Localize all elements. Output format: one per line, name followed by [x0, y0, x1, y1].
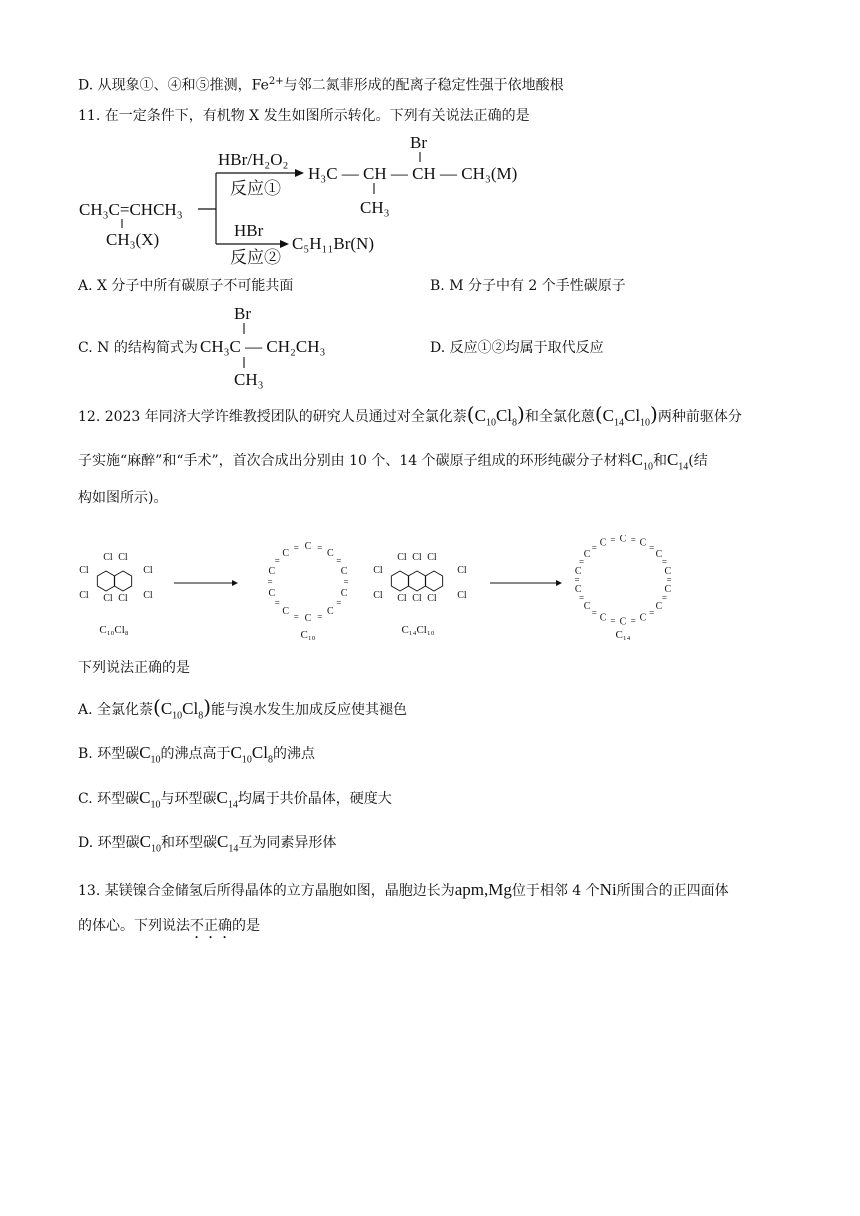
- double-bond: =: [274, 598, 280, 609]
- x-main-chain: CH₃C=CHCH₃: [79, 200, 183, 219]
- c-atom: C: [583, 549, 591, 561]
- q13-edge-length: apm,Mg: [454, 880, 512, 899]
- q11-option-c-structure: [198, 303, 348, 389]
- n-main-chain: CH₃C — CH₂CH₃: [200, 337, 326, 356]
- cl-atom: Cl: [118, 552, 128, 563]
- q10-option-d-text-2: 与邻二氮菲形成的配离子稳定性强于依地酸根: [283, 77, 564, 94]
- q12-option-c-label: C. 环型碳: [78, 791, 140, 807]
- q12-option-d-text-2: 互为同素异形体: [238, 835, 337, 851]
- q12-stem-and: 和: [652, 453, 667, 469]
- q11-option-a: A. X 分子中所有碳原子不可能共面: [78, 278, 294, 294]
- c-atom: C: [340, 588, 348, 600]
- formula-c10-d: $C_{10}$: [139, 832, 161, 855]
- reagent-2: HBr: [234, 221, 264, 240]
- double-bond: =: [630, 535, 636, 545]
- q13-stem-part-b: 位于相邻 4 个: [511, 883, 600, 899]
- cl-atom: Cl: [103, 593, 113, 604]
- q10-option-d-text: D. 从现象①、④和⑤推测，Fe: [78, 77, 269, 94]
- n-methyl: CH₃: [234, 370, 264, 389]
- q12-option-b-text-2: 的沸点: [272, 746, 315, 762]
- q13-stem-part-e: 的是: [232, 918, 260, 934]
- cl-atom: Cl: [457, 565, 467, 576]
- cl-atom: Cl: [427, 593, 437, 604]
- formula-c14-d: $C_{14}$: [216, 832, 239, 855]
- q13-stem-part-d: 的体心。下列说法: [78, 918, 190, 934]
- q12-option-a: A. 全氯化萘$(C_{10}Cl_8)$能与溴水发生加成反应使其褪色: [78, 695, 408, 722]
- c-atom: C: [655, 600, 663, 612]
- m-methyl: CH₃: [360, 198, 390, 217]
- double-bond: =: [574, 575, 580, 585]
- fe-charge: 2+: [268, 76, 284, 87]
- double-bond: =: [317, 542, 323, 553]
- cl-atom: Cl: [397, 552, 407, 563]
- formula-c14cl10: $C_{14}Cl_{10}$: [602, 406, 651, 429]
- q12-stem-line-3: 构如图所示)。: [78, 490, 168, 506]
- condition-1: 反应①: [230, 179, 281, 198]
- q12-option-b-label: B. 环型碳: [78, 746, 140, 762]
- double-bond: =: [336, 598, 342, 609]
- anthracene-ring-3: [425, 571, 442, 591]
- q11-option-b: B. M 分子中有 2 个手性碳原子: [430, 278, 626, 294]
- double-bond: =: [317, 611, 323, 622]
- double-bond: =: [661, 592, 667, 603]
- q13-stem-part-c: 所围合的正四面体: [616, 883, 729, 899]
- c-atom: C: [574, 565, 582, 577]
- c-atom: C: [664, 565, 672, 577]
- q11-option-d: D. 反应①②均属于取代反应: [430, 340, 604, 356]
- double-bond: =: [630, 615, 636, 626]
- cl-atom: Cl: [412, 593, 422, 604]
- arrow-2-head: [556, 580, 562, 586]
- q12-structure-figure: [70, 535, 690, 650]
- q12-stem-part-a: 12. 2023 年同济大学许维教授团队的研究人员通过对全氯化萘: [78, 409, 467, 425]
- m-main-chain: H₃C — CH — CH — CH₃(M): [308, 164, 518, 183]
- q12-option-d: [78, 832, 336, 859]
- double-bond: =: [293, 611, 299, 622]
- condition-2: 反应②: [230, 248, 281, 267]
- x-substituent: CH₃(X): [106, 230, 160, 249]
- c-atom: C: [282, 547, 290, 559]
- c-atom: C: [619, 616, 627, 628]
- double-bond: =: [293, 542, 299, 553]
- anthracene-ring-2: [408, 571, 425, 591]
- cl-atom: Cl: [427, 552, 437, 563]
- anthracene-ring-1: [391, 571, 408, 591]
- q12-stem-line-1: 12. 2023 年同济大学许维教授团队的研究人员通过对全氯化萘$(C_{10}Cl_8)$和全氯化蒽$(C_{14}Cl_{10})$两种前驱体分: [78, 402, 742, 429]
- q12-prompt: 下列说法正确的是: [78, 660, 190, 676]
- formula-c10cl8-b: $C_{10}Cl_8$: [230, 743, 273, 766]
- cl-atom: Cl: [79, 590, 89, 601]
- formula-c10: $C_{10}$: [631, 450, 653, 473]
- naphthalene-ring-1: [97, 571, 114, 591]
- c-atom: C: [619, 535, 627, 545]
- double-bond: =: [591, 607, 597, 618]
- cl-atom: Cl: [457, 590, 467, 601]
- q12-option-b-text: 的沸点高于: [160, 746, 231, 762]
- double-bond: =: [591, 542, 597, 553]
- c-atom: C: [304, 540, 312, 552]
- q12-stem-part-c: 两种前驱体分: [657, 409, 742, 425]
- c-atom: C: [599, 537, 607, 549]
- label-c10: C₁₀: [300, 629, 316, 641]
- double-bond: =: [579, 557, 585, 568]
- cl-atom: Cl: [143, 565, 153, 576]
- n-bromine: Br: [234, 304, 251, 323]
- q12-stem-part-b: 和全氯化蒽: [524, 409, 595, 425]
- c-atom: C: [583, 600, 591, 612]
- q12-stem-line-2: [78, 450, 708, 477]
- cl-atom: Cl: [79, 565, 89, 576]
- reagent-1: HBr/H₂O₂: [218, 150, 289, 169]
- cl-atom: Cl: [412, 552, 422, 563]
- cl-atom: Cl: [118, 593, 128, 604]
- c-atom: C: [655, 549, 663, 561]
- cl-atom: Cl: [103, 552, 113, 563]
- q12-option-b: [78, 743, 315, 770]
- formula-c10-c: $C_{10}$: [139, 788, 161, 811]
- double-bond: =: [336, 555, 342, 566]
- c-atom: C: [340, 565, 348, 577]
- double-bond: =: [343, 577, 349, 587]
- double-bond: =: [661, 557, 667, 568]
- c-atom: C: [282, 606, 290, 618]
- double-bond: =: [267, 577, 273, 587]
- formula-c10-b: $C_{10}$: [139, 743, 161, 766]
- double-bond: =: [649, 607, 655, 618]
- c-atom: C: [268, 588, 276, 600]
- q12-stem-end: (结: [688, 453, 708, 469]
- double-bond: =: [610, 615, 616, 626]
- q11-option-c-label: C. N 的结构简式为: [78, 340, 198, 356]
- q13-nickel: Ni: [599, 880, 617, 899]
- q13-stem-line-1: [78, 880, 729, 901]
- q12-option-d-label: D. 环型碳: [78, 835, 140, 851]
- formula-c10cl8: $C_{10}Cl_8$: [474, 406, 518, 429]
- q12-option-d-text: 和环型碳: [160, 835, 217, 851]
- c-atom: C: [664, 584, 672, 596]
- q12-option-a-text: 能与溴水发生加成反应使其褪色: [211, 702, 408, 718]
- formula-c14-c: $C_{14}$: [216, 788, 238, 811]
- c-atom: C: [574, 584, 582, 596]
- q12-option-c-text: 与环型碳: [160, 791, 217, 807]
- naphthalene-ring-2: [114, 571, 131, 591]
- label-c14: C₁₄: [615, 629, 631, 641]
- formula-c14: $C_{14}$: [666, 450, 689, 473]
- formula-c10cl8-a: $C_{10}Cl_8$: [160, 699, 204, 722]
- q12-stem-part-d: 子实施“麻醉”和“手术”，首次合成出分别由 10 个、14 个碳原子组成的环形纯碳分子材料: [78, 453, 632, 469]
- m-bromine: Br: [410, 133, 427, 152]
- c-atom: C: [639, 612, 647, 624]
- q13-emphasis-not-correct: 不正确: [190, 918, 232, 934]
- q10-option-d: [78, 72, 564, 96]
- double-bond: =: [649, 542, 655, 553]
- label-c14cl10: C₁₄Cl₁₀: [401, 624, 435, 636]
- double-bond: =: [579, 592, 585, 603]
- double-bond: =: [610, 535, 616, 545]
- c-atom: C: [599, 612, 607, 624]
- c-atom: C: [326, 547, 334, 559]
- c-atom: C: [639, 537, 647, 549]
- label-c10cl8: C₁₀Cl₈: [99, 624, 129, 636]
- cl-atom: Cl: [397, 593, 407, 604]
- arrow-1-head: [232, 580, 238, 586]
- q11-stem: 11. 在一定条件下，有机物 X 发生如图所示转化。下列有关说法正确的是: [78, 108, 530, 124]
- cl-atom: Cl: [143, 590, 153, 601]
- double-bond: =: [666, 575, 672, 585]
- c-atom: C: [304, 613, 312, 625]
- q12-option-c: [78, 788, 392, 815]
- q12-option-a-label: A. 全氯化萘: [78, 702, 154, 718]
- q12-option-c-text-2: 均属于共价晶体，硬度大: [237, 791, 392, 807]
- cl-atom: Cl: [373, 590, 383, 601]
- c-atom: C: [326, 606, 334, 618]
- c-atom: C: [268, 565, 276, 577]
- double-bond: =: [274, 555, 280, 566]
- q13-stem-part-a: 13. 某镁镍合金储氢后所得晶体的立方晶胞如图，晶胞边长为: [78, 883, 455, 899]
- n-product: C₅H₁₁Br(N): [292, 234, 374, 253]
- cl-atom: Cl: [373, 565, 383, 576]
- q13-stem-line-2: [78, 916, 260, 942]
- q11-reaction-scheme: [70, 128, 540, 273]
